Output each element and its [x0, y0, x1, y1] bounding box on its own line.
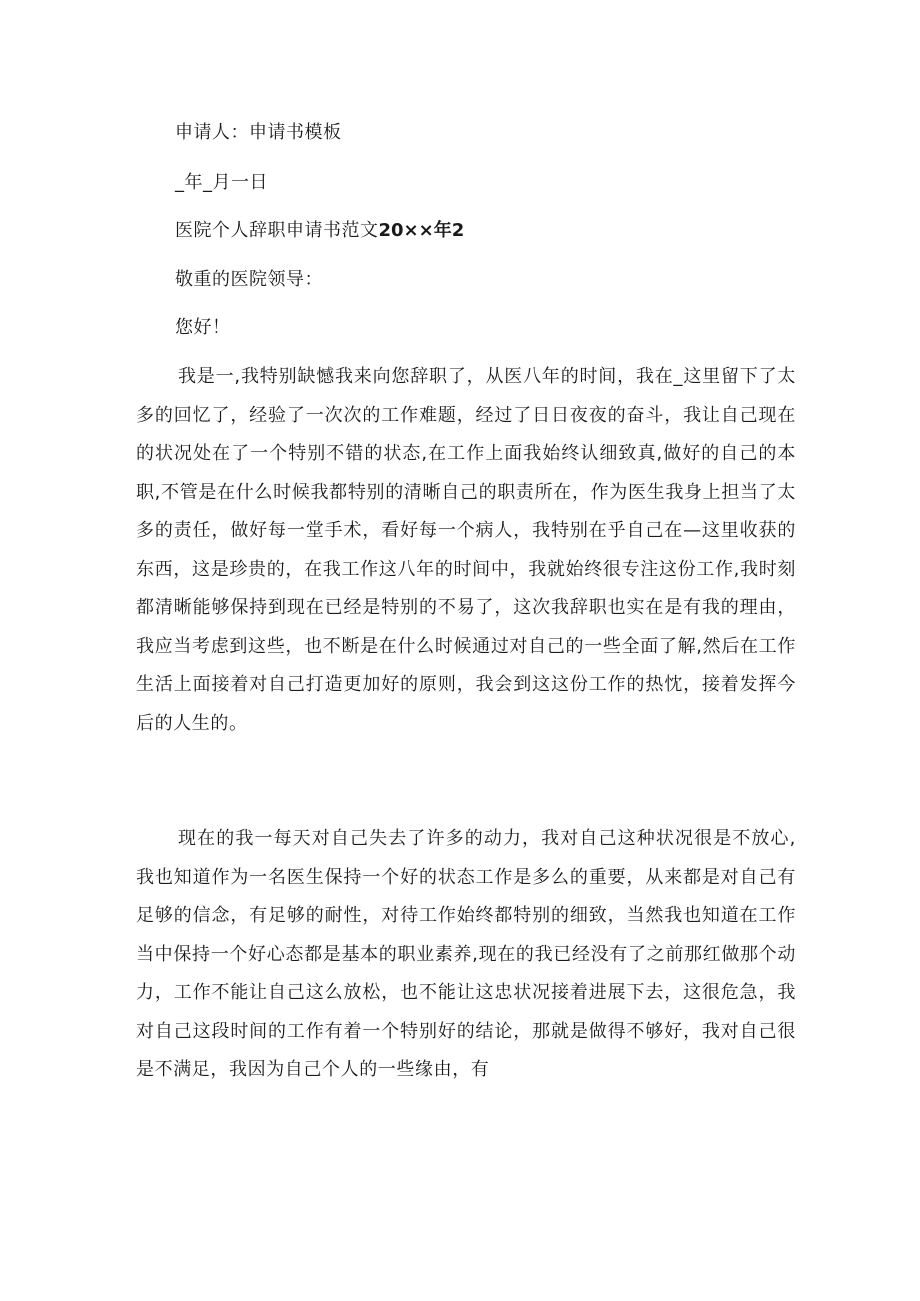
date-line: _年_月一日	[175, 172, 268, 193]
body-paragraph-2: 现在的我一每天对自己失去了许多的动力，我对自己这种状况很是不放心,我也知道作为一名医生保持一个好的状态工作是多么的重要，从来都是对自己有足够的信念，有足够的耐性，对待工作始终都特别的细致，当然我也知道在工作当中保持一个好心态都是基本的职业素养,现在的我已经没有了之前那红做那个动力，工作不能让自己这么放松，也不能让这忠状况接着进展下去，这很危急，我对自己这段时间的工作有着一个特别好的结论，那就是做得不够好，我对自己很是不满足，我因为自己个人的一些缘由，有	[136, 828, 796, 1080]
applicant-line: 申请人：申请书模板	[175, 122, 342, 143]
document-title	[175, 219, 464, 243]
body-paragraph-1: 我是一,我特别缺憾我来向您辞职了，从医八年的时间，我在_这里留下了太多的回忆了，经验了一次次的工作难题，经过了日日夜夜的奋斗，我让自己现在的状况处在了一个特别不错的状态,在工作上面我始终认细致真,做好的自己的本职,不管是在什么时候我都特别的清晰自己的职责所在，作为医生我身上担当了太多的责任，做好每一堂手术，看好每一个病人，我特别在乎自己在—这里收获的东西，这是珍贵的，在我工作这八年的时间中，我就始终很专注这份工作,我时刻都清晰能够保持到现在已经是特别的不易了，这次我辞职也实在是有我的理由，我应当考虑到这些，也不断是在什么时候通过对自己的一些全面了解,然后在工作生活上面接着对自己打造更加好的原则，我会到这这份工作的热忱，接着发挥今后的人生的。	[136, 366, 796, 734]
greeting: 您好！	[175, 317, 231, 338]
salutation: 敬重的医院领导：	[175, 269, 323, 290]
title-number: 20××年2	[378, 220, 465, 241]
title-text: 医院个人辞职申请书范文	[175, 220, 379, 241]
